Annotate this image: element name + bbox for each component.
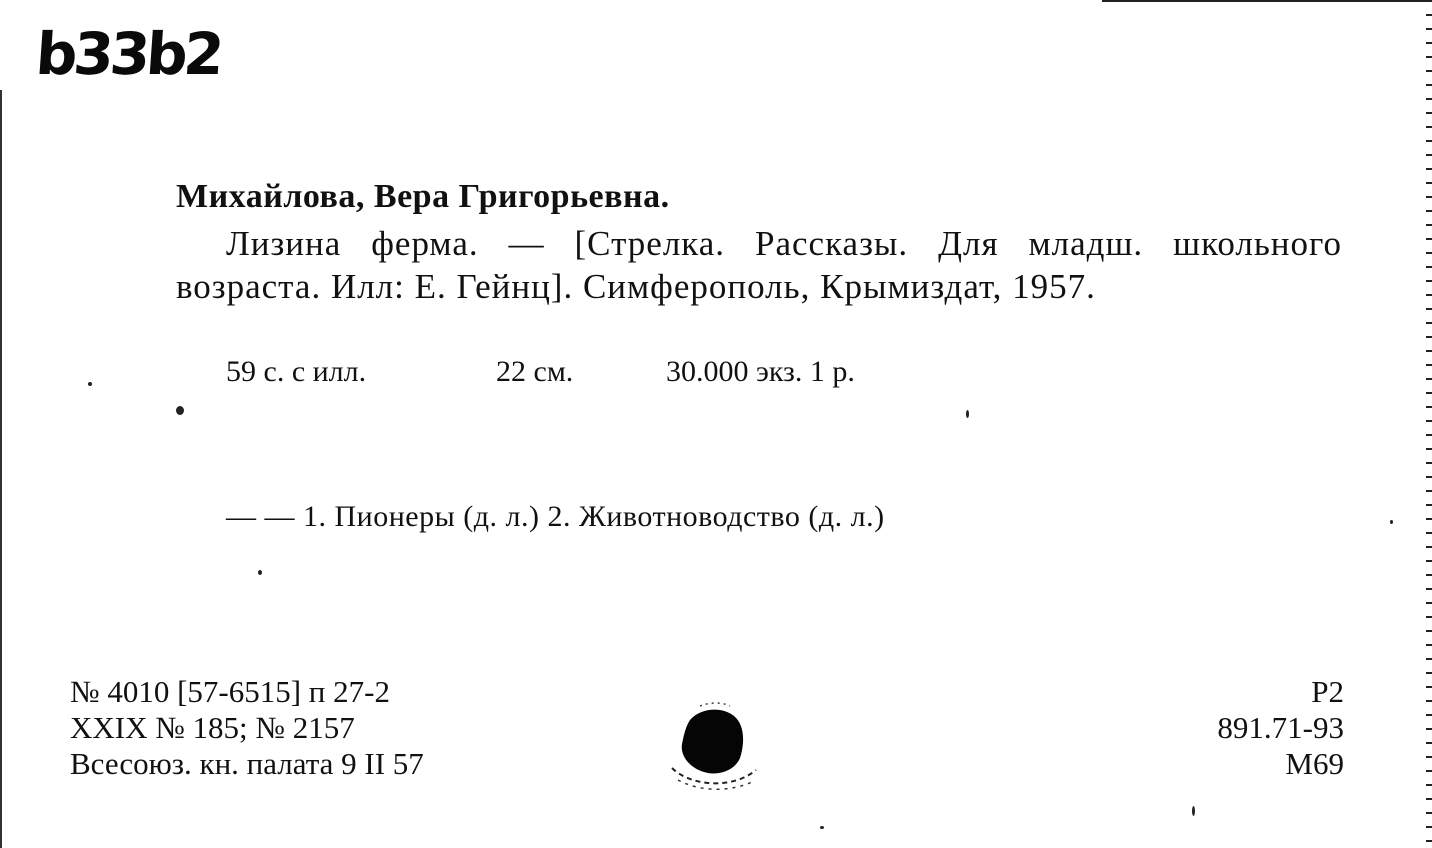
title-description — [176, 222, 1342, 308]
title-line-2: школьного возраста. Илл: Е. Гейнц]. Симферополь, — [176, 224, 1342, 306]
ink-speck — [88, 382, 92, 386]
ink-speck — [176, 406, 184, 415]
classification-line-2: 891.71-93 — [1217, 710, 1344, 745]
card-left-edge — [0, 90, 2, 848]
ink-speck — [1192, 806, 1195, 816]
collation-print-run: 30.000 экз. 1 р. — [666, 355, 855, 388]
ink-speck — [258, 570, 262, 575]
registration-line-2: XXIX № 185; № 2157 — [70, 710, 355, 745]
registration-line-3: Всесоюз. кн. палата 9 II 57 — [70, 746, 424, 781]
registration-info — [70, 674, 424, 782]
perforated-edge — [1420, 0, 1432, 848]
ink-stamp-mark — [660, 700, 770, 792]
collation-size: 22 см. — [496, 355, 574, 388]
classification-line-3: М69 — [1285, 746, 1344, 781]
author-heading: Михайлова, Вера Григорьевна. — [176, 178, 670, 215]
ink-speck — [820, 826, 824, 829]
handwritten-number: b33b2 — [33, 20, 223, 88]
ink-speck — [1390, 520, 1393, 524]
title-line-1: Лизина ферма. — [Стрелка. Рассказы. Для младш. — [226, 224, 1144, 263]
ink-speck — [966, 410, 969, 418]
classification-codes — [1217, 674, 1344, 782]
registration-line-1: № 4010 [57-6515] п 27-2 — [70, 674, 390, 709]
collation-pages: 59 с. с илл. — [226, 355, 367, 388]
title-line-3: Крымиздат, 1957. — [820, 267, 1096, 306]
subject-headings: — — 1. Пионеры (д. л.) 2. Животноводство (д. л.) — [226, 500, 885, 533]
classification-line-1: Р2 — [1311, 674, 1344, 709]
card-top-edge — [1102, 0, 1432, 2]
